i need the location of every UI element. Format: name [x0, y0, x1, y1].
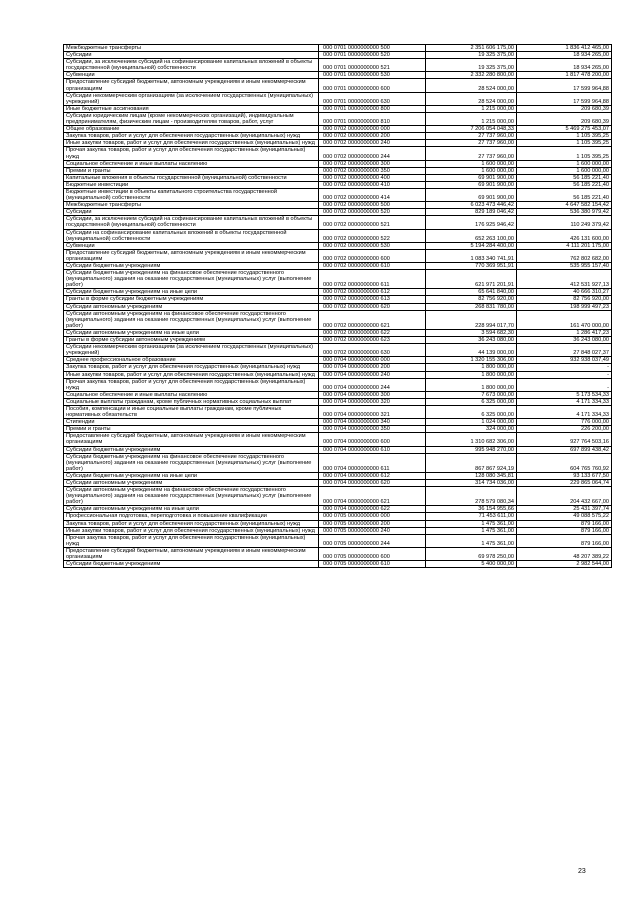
approved-amount-cell: 69 901 900,00	[426, 188, 517, 201]
budget-code-cell: 000 0704 0000000000 244	[319, 378, 426, 391]
expense-name-cell: Прочая закупка товаров, работ и услуг для обеспечения государственных (муниципальных) нужд	[64, 147, 319, 160]
executed-amount-cell: 17 599 964,88	[517, 79, 612, 92]
budget-code-cell: 000 0702 0000000000 630	[319, 344, 426, 357]
approved-amount-cell: 36 154 955,66	[426, 506, 517, 513]
budget-code-cell: 000 0704 0000000000 612	[319, 472, 426, 479]
budget-code-cell: 000 0701 0000000000 600	[319, 79, 426, 92]
approved-amount-cell: 829 189 046,42	[426, 209, 517, 216]
budget-code-cell: 000 0705 0000000000 000	[319, 513, 426, 520]
executed-amount-cell: 412 531 927,13	[517, 270, 612, 289]
expense-name-cell: Закупка товаров, работ и услуг для обеспечения государственных (муниципальных) нужд	[64, 364, 319, 371]
executed-amount-cell: 4 171 334,33	[517, 405, 612, 418]
expense-name-cell: Субсидии на софинансирование капитальных вложений в объекты государственной (муниципальной) собственности	[64, 229, 319, 242]
budget-execution-table	[63, 44, 612, 568]
table-row	[64, 547, 612, 560]
approved-amount-cell: 27 737 960,00	[426, 147, 517, 160]
expense-name-cell: Профессиональная подготовка, переподготовка и повышение квалификации	[64, 513, 319, 520]
executed-amount-cell: 226 200,00	[517, 426, 612, 433]
table-row	[64, 79, 612, 92]
approved-amount-cell: 28 524 000,00	[426, 79, 517, 92]
approved-amount-cell: 1 800 000,00	[426, 378, 517, 391]
table-row	[64, 133, 612, 140]
approved-amount-cell: 3 594 682,30	[426, 329, 517, 336]
budget-code-cell: 000 0704 0000000000 611	[319, 453, 426, 472]
table-row	[64, 209, 612, 216]
executed-amount-cell: 229 865 064,74	[517, 480, 612, 487]
expense-name-cell: Иные закупки товаров, работ и услуг для обеспечения государственных (муниципальных) нужд	[64, 371, 319, 378]
budget-code-cell: 000 0704 0000000000 240	[319, 371, 426, 378]
expense-name-cell: Субсидии, за исключением субсидий на софинансирование капитальных вложений в объекты государственной (муниципальной) собственности	[64, 216, 319, 229]
budget-code-cell: 000 0702 0000000000 350	[319, 167, 426, 174]
table-row	[64, 140, 612, 147]
budget-code-cell: 000 0702 0000000000 613	[319, 296, 426, 303]
approved-amount-cell: 995 948 270,00	[426, 446, 517, 453]
expense-name-cell: Предоставление субсидий бюджетным, автономным учреждениям и иным некоммерческим организациям	[64, 249, 319, 262]
table-row	[64, 344, 612, 357]
table-row	[64, 527, 612, 534]
executed-amount-cell: 56 185 221,40	[517, 181, 612, 188]
budget-code-cell: 000 0701 0000000000 810	[319, 112, 426, 125]
expense-name-cell: Социальное обеспечение и иные выплаты населению	[64, 391, 319, 398]
executed-amount-cell: 879 166,00	[517, 527, 612, 534]
table-row	[64, 188, 612, 201]
executed-amount-cell: 1 600 000,00	[517, 160, 612, 167]
executed-amount-cell: 49 088 575,22	[517, 513, 612, 520]
approved-amount-cell: 44 139 000,00	[426, 344, 517, 357]
table-row	[64, 229, 612, 242]
table-row	[64, 472, 612, 479]
approved-amount-cell: 1 475 361,00	[426, 527, 517, 534]
budget-code-cell: 000 0702 0000000000 000	[319, 126, 426, 133]
table-row	[64, 216, 612, 229]
budget-code-cell: 000 0704 0000000000 621	[319, 487, 426, 506]
budget-code-cell: 000 0705 0000000000 244	[319, 534, 426, 547]
expense-name-cell: Премии и гранты	[64, 167, 319, 174]
approved-amount-cell: 228 994 017,70	[426, 310, 517, 329]
table-row	[64, 263, 612, 270]
approved-amount-cell: 65 641 840,00	[426, 289, 517, 296]
executed-amount-cell: 426 131 600,00	[517, 229, 612, 242]
expense-name-cell: Субсидии автономным учреждениям	[64, 303, 319, 310]
expense-name-cell: Субсидии бюджетным учреждениям на финансовое обеспечение государственного (муниципального) задания на оказание государственных (муниципальных) услуг (выполнение работ)	[64, 453, 319, 472]
table-row	[64, 174, 612, 181]
executed-amount-cell: 1 105 395,25	[517, 140, 612, 147]
budget-code-cell: 000 0702 0000000000 611	[319, 270, 426, 289]
expense-name-cell: Иные бюджетные ассигнования	[64, 105, 319, 112]
expense-name-cell: Гранты в форме субсидии автономным учреждениям	[64, 337, 319, 344]
table-row	[64, 202, 612, 209]
budget-code-cell: 000 0702 0000000000 610	[319, 263, 426, 270]
expense-name-cell: Межбюджетные трансферты	[64, 45, 319, 52]
budget-code-cell: 000 0704 0000000000 610	[319, 446, 426, 453]
budget-code-cell: 000 0704 0000000000 320	[319, 398, 426, 405]
table-row	[64, 433, 612, 446]
expense-name-cell: Закупка товаров, работ и услуг для обеспечения государственных (муниципальных) нужд	[64, 520, 319, 527]
table-row	[64, 105, 612, 112]
budget-code-cell: 000 0702 0000000000 520	[319, 209, 426, 216]
expense-name-cell: Пособия, компенсации и иные социальные выплаты гражданам, кроме публичных нормативных обязательств	[64, 405, 319, 418]
budget-code-cell: 000 0704 0000000000 200	[319, 364, 426, 371]
budget-code-cell: 000 0702 0000000000 522	[319, 229, 426, 242]
expense-name-cell: Субсидии бюджетным учреждениям	[64, 561, 319, 568]
approved-amount-cell: 621 971 201,91	[426, 270, 517, 289]
approved-amount-cell: 268 831 780,00	[426, 303, 517, 310]
approved-amount-cell: 1 475 361,00	[426, 534, 517, 547]
expense-name-cell: Субсидии, за исключением субсидий на софинансирование капитальных вложений в объекты государственной (муниципальной) собственности	[64, 59, 319, 72]
budget-code-cell: 000 0701 0000000000 530	[319, 72, 426, 79]
executed-amount-cell: 1 105 395,25	[517, 147, 612, 160]
approved-amount-cell: 36 243 080,00	[426, 337, 517, 344]
approved-amount-cell: 69 901 900,00	[426, 174, 517, 181]
executed-amount-cell: 209 680,39	[517, 105, 612, 112]
executed-amount-cell: 536 380 979,42	[517, 209, 612, 216]
table-row	[64, 561, 612, 568]
executed-amount-cell: 4 111 201 175,00	[517, 242, 612, 249]
executed-amount-cell: 198 999 497,23	[517, 303, 612, 310]
expense-name-cell: Субсидии некоммерческим организациям (за исключением государственных (муниципальных) учреждений)	[64, 92, 319, 105]
table-row	[64, 112, 612, 125]
budget-code-cell: 000 0702 0000000000 620	[319, 303, 426, 310]
executed-amount-cell: 17 599 964,88	[517, 92, 612, 105]
approved-amount-cell: 1 800 000,00	[426, 371, 517, 378]
executed-amount-cell: 40 666 310,27	[517, 289, 612, 296]
approved-amount-cell: 71 453 611,00	[426, 513, 517, 520]
approved-amount-cell: 6 325 000,00	[426, 398, 517, 405]
expense-name-cell: Субсидии автономным учреждениям на иные цели	[64, 506, 319, 513]
expense-name-cell: Иные закупки товаров, работ и услуг для обеспечения государственных (муниципальных) нужд	[64, 140, 319, 147]
budget-code-cell: 000 0702 0000000000 530	[319, 242, 426, 249]
expense-name-cell: Социальное обеспечение и иные выплаты населению	[64, 160, 319, 167]
approved-amount-cell: 82 756 920,00	[426, 296, 517, 303]
expense-name-cell: Субсидии бюджетным учреждениям на финансовое обеспечение государственного (муниципального) задания на оказание государственных (муниципальных) услуг (выполнение работ)	[64, 270, 319, 289]
budget-code-cell: 000 0704 0000000000 350	[319, 426, 426, 433]
executed-amount-cell: 697 899 438,42	[517, 446, 612, 453]
executed-amount-cell: 5 173 534,33	[517, 391, 612, 398]
expense-name-cell: Премии и гранты	[64, 426, 319, 433]
table-row	[64, 534, 612, 547]
table-row	[64, 513, 612, 520]
table-row	[64, 270, 612, 289]
budget-code-cell: 000 0702 0000000000 200	[319, 133, 426, 140]
expense-name-cell: Субсидии бюджетным учреждениям	[64, 263, 319, 270]
expense-name-cell: Субсидии некоммерческим организациям (за исключением государственных (муниципальных) учреждений)	[64, 344, 319, 357]
budget-code-cell: 000 0702 0000000000 240	[319, 140, 426, 147]
approved-amount-cell: 1 800 000,00	[426, 364, 517, 371]
table-row	[64, 147, 612, 160]
approved-amount-cell: 1 024 000,00	[426, 419, 517, 426]
executed-amount-cell: -	[517, 371, 612, 378]
budget-code-cell: 000 0705 0000000000 600	[319, 547, 426, 560]
approved-amount-cell: 1 215 000,00	[426, 105, 517, 112]
executed-amount-cell: 48 207 389,22	[517, 547, 612, 560]
table-row	[64, 337, 612, 344]
budget-code-cell: 000 0702 0000000000 621	[319, 310, 426, 329]
expense-name-cell: Субсидии автономным учреждениям на финансовое обеспечение государственного (муниципального) задания на оказание государственных (муниципальных) услуг (выполнение работ)	[64, 487, 319, 506]
table-row	[64, 303, 612, 310]
expense-name-cell: Капитальные вложения в объекты государственной (муниципальной) собственности	[64, 174, 319, 181]
executed-amount-cell: 25 431 397,74	[517, 506, 612, 513]
expense-name-cell: Субвенции	[64, 242, 319, 249]
executed-amount-cell: 1 105 395,25	[517, 133, 612, 140]
approved-amount-cell: 128 080 345,81	[426, 472, 517, 479]
approved-amount-cell: 5 400 000,00	[426, 561, 517, 568]
table-row	[64, 242, 612, 249]
budget-code-cell: 000 0702 0000000000 244	[319, 147, 426, 160]
executed-amount-cell: 927 764 503,16	[517, 433, 612, 446]
table-row	[64, 59, 612, 72]
table-row	[64, 426, 612, 433]
expense-name-cell: Закупка товаров, работ и услуг для обеспечения государственных (муниципальных) нужд	[64, 133, 319, 140]
expense-name-cell: Стипендии	[64, 419, 319, 426]
approved-amount-cell: 2 332 280 800,00	[426, 72, 517, 79]
budget-code-cell: 000 0702 0000000000 622	[319, 329, 426, 336]
budget-code-cell: 000 0704 0000000000 600	[319, 433, 426, 446]
expense-name-cell: Субсидии автономным учреждениям	[64, 480, 319, 487]
table-row	[64, 419, 612, 426]
executed-amount-cell: 110 249 379,42	[517, 216, 612, 229]
budget-code-cell: 000 0701 0000000000 500	[319, 45, 426, 52]
executed-amount-cell: 1 600 000,00	[517, 167, 612, 174]
approved-amount-cell: 314 734 036,00	[426, 480, 517, 487]
expense-name-cell: Субвенции	[64, 72, 319, 79]
executed-amount-cell: 4 647 582 154,42	[517, 202, 612, 209]
executed-amount-cell: 18 934 265,00	[517, 59, 612, 72]
approved-amount-cell: 867 867 924,19	[426, 453, 517, 472]
expense-name-cell: Субсидии автономным учреждениям на иные цели	[64, 329, 319, 336]
table-row	[64, 487, 612, 506]
executed-amount-cell: 18 934 265,00	[517, 52, 612, 59]
executed-amount-cell: 1 286 417,23	[517, 329, 612, 336]
table-row	[64, 249, 612, 262]
table-row	[64, 480, 612, 487]
executed-amount-cell: 4 171 334,33	[517, 398, 612, 405]
expense-name-cell: Предоставление субсидий бюджетным, автономным учреждениям и иным некоммерческим организациям	[64, 547, 319, 560]
expense-name-cell: Прочая закупка товаров, работ и услуг для обеспечения государственных (муниципальных) нужд	[64, 378, 319, 391]
approved-amount-cell: 1 215 000,00	[426, 112, 517, 125]
expense-name-cell: Предоставление субсидий бюджетным, автономным учреждениям и иным некоммерческим организациям	[64, 79, 319, 92]
budget-code-cell: 000 0701 0000000000 520	[319, 52, 426, 59]
executed-amount-cell: 93 133 677,50	[517, 472, 612, 479]
budget-code-cell: 000 0702 0000000000 600	[319, 249, 426, 262]
executed-amount-cell: 36 243 080,00	[517, 337, 612, 344]
executed-amount-cell: 56 185 221,40	[517, 174, 612, 181]
table-row	[64, 357, 612, 364]
executed-amount-cell: 209 680,39	[517, 112, 612, 125]
executed-amount-cell: 161 470 000,00	[517, 310, 612, 329]
budget-code-cell: 000 0704 0000000000 321	[319, 405, 426, 418]
budget-code-cell: 000 0705 0000000000 610	[319, 561, 426, 568]
budget-code-cell: 000 0702 0000000000 623	[319, 337, 426, 344]
approved-amount-cell: 1 310 682 306,00	[426, 433, 517, 446]
table-row	[64, 310, 612, 329]
approved-amount-cell: 176 925 946,42	[426, 216, 517, 229]
approved-amount-cell: 28 524 000,00	[426, 92, 517, 105]
budget-code-cell: 000 0702 0000000000 410	[319, 181, 426, 188]
budget-code-cell: 000 0704 0000000000 300	[319, 391, 426, 398]
expense-name-cell: Субсидии	[64, 209, 319, 216]
approved-amount-cell: 1 083 340 741,91	[426, 249, 517, 262]
expense-name-cell: Межбюджетные трансферты	[64, 202, 319, 209]
table-row	[64, 378, 612, 391]
expense-name-cell: Субсидии юридическим лицам (кроме некоммерческих организаций), индивидуальным предпринимателям, физическим лицам - производителям товаров, работ, услуг	[64, 112, 319, 125]
executed-amount-cell: 27 848 027,37	[517, 344, 612, 357]
executed-amount-cell: 82 756 920,00	[517, 296, 612, 303]
expense-name-cell: Субсидии бюджетным учреждениям на иные цели	[64, 472, 319, 479]
table-row	[64, 371, 612, 378]
table-row	[64, 405, 612, 418]
budget-code-cell: 000 0704 0000000000 000	[319, 357, 426, 364]
budget-code-cell: 000 0704 0000000000 620	[319, 480, 426, 487]
executed-amount-cell: 879 166,00	[517, 520, 612, 527]
approved-amount-cell: 19 325 375,00	[426, 52, 517, 59]
approved-amount-cell: 69 978 250,00	[426, 547, 517, 560]
approved-amount-cell: 2 351 606 175,00	[426, 45, 517, 52]
executed-amount-cell: 932 938 037,49	[517, 357, 612, 364]
table-row	[64, 126, 612, 133]
table-body	[64, 45, 612, 568]
executed-amount-cell: 5 469 275 453,07	[517, 126, 612, 133]
expense-name-cell: Иные закупки товаров, работ и услуг для обеспечения государственных (муниципальных) нужд	[64, 527, 319, 534]
table-row	[64, 520, 612, 527]
table-row	[64, 446, 612, 453]
expense-name-cell: Субсидии бюджетным учреждениям на иные цели	[64, 289, 319, 296]
approved-amount-cell: 27 737 960,00	[426, 133, 517, 140]
expense-name-cell: Прочая закупка товаров, работ и услуг для обеспечения государственных (муниципальных) нужд	[64, 534, 319, 547]
table-row	[64, 181, 612, 188]
approved-amount-cell: 1 600 000,00	[426, 160, 517, 167]
table-row	[64, 289, 612, 296]
executed-amount-cell: 879 166,00	[517, 534, 612, 547]
table-row	[64, 52, 612, 59]
table-row	[64, 506, 612, 513]
budget-code-cell: 000 0704 0000000000 622	[319, 506, 426, 513]
table-row	[64, 329, 612, 336]
expense-name-cell: Гранты в форме субсидии бюджетным учреждениям	[64, 296, 319, 303]
expense-name-cell: Предоставление субсидий бюджетным, автономным учреждениям и иным некоммерческим организациям	[64, 433, 319, 446]
expense-name-cell: Общее образование	[64, 126, 319, 133]
executed-amount-cell: -	[517, 378, 612, 391]
approved-amount-cell: 7 206 054 048,33	[426, 126, 517, 133]
executed-amount-cell: 762 802 682,00	[517, 249, 612, 262]
expense-name-cell: Социальные выплаты гражданам, кроме публичных нормативных социальных выплат	[64, 398, 319, 405]
approved-amount-cell: 1 600 000,00	[426, 167, 517, 174]
approved-amount-cell: 278 579 080,34	[426, 487, 517, 506]
budget-code-cell: 000 0705 0000000000 200	[319, 520, 426, 527]
budget-code-cell: 000 0701 0000000000 630	[319, 92, 426, 105]
budget-code-cell: 000 0702 0000000000 500	[319, 202, 426, 209]
table-row	[64, 398, 612, 405]
table-row	[64, 296, 612, 303]
approved-amount-cell: 5 194 284 400,00	[426, 242, 517, 249]
table-row	[64, 160, 612, 167]
budget-code-cell: 000 0705 0000000000 240	[319, 527, 426, 534]
budget-code-cell: 000 0702 0000000000 300	[319, 160, 426, 167]
expense-name-cell: Бюджетные инвестиции в объекты капитального строительства государственной (муниципальной) собственности	[64, 188, 319, 201]
expense-name-cell: Субсидии бюджетным учреждениям	[64, 446, 319, 453]
table-row	[64, 45, 612, 52]
executed-amount-cell: 204 432 667,00	[517, 487, 612, 506]
approved-amount-cell: 770 369 951,91	[426, 263, 517, 270]
table-row	[64, 167, 612, 174]
budget-code-cell: 000 0702 0000000000 612	[319, 289, 426, 296]
executed-amount-cell: 56 185 221,40	[517, 188, 612, 201]
table-row	[64, 72, 612, 79]
budget-table-container	[63, 44, 609, 568]
approved-amount-cell: 6 023 473 446,42	[426, 202, 517, 209]
approved-amount-cell: 7 673 000,00	[426, 391, 517, 398]
approved-amount-cell: 1 320 155 306,00	[426, 357, 517, 364]
executed-amount-cell: 1 817 478 200,00	[517, 72, 612, 79]
expense-name-cell: Бюджетные инвестиции	[64, 181, 319, 188]
budget-code-cell: 000 0702 0000000000 521	[319, 216, 426, 229]
executed-amount-cell: 535 955 157,40	[517, 263, 612, 270]
table-row	[64, 391, 612, 398]
approved-amount-cell: 324 000,00	[426, 426, 517, 433]
table-row	[64, 453, 612, 472]
approved-amount-cell: 1 475 361,00	[426, 520, 517, 527]
approved-amount-cell: 69 901 900,00	[426, 181, 517, 188]
executed-amount-cell: 604 765 760,92	[517, 453, 612, 472]
approved-amount-cell: 652 263 100,00	[426, 229, 517, 242]
budget-code-cell: 000 0702 0000000000 400	[319, 174, 426, 181]
expense-name-cell: Субсидии	[64, 52, 319, 59]
table-row	[64, 92, 612, 105]
budget-code-cell: 000 0701 0000000000 521	[319, 59, 426, 72]
executed-amount-cell: 2 982 544,00	[517, 561, 612, 568]
budget-code-cell: 000 0702 0000000000 414	[319, 188, 426, 201]
expense-name-cell: Субсидии автономным учреждениям на финансовое обеспечение государственного (муниципального) задания на оказание государственных (муниципальных) услуг (выполнение работ)	[64, 310, 319, 329]
expense-name-cell: Среднее профессиональное образование	[64, 357, 319, 364]
executed-amount-cell: 1 836 412 465,00	[517, 45, 612, 52]
page-number: 23	[578, 868, 586, 875]
approved-amount-cell: 6 325 000,00	[426, 405, 517, 418]
executed-amount-cell: -	[517, 364, 612, 371]
approved-amount-cell: 27 737 960,00	[426, 140, 517, 147]
budget-code-cell: 000 0701 0000000000 800	[319, 105, 426, 112]
table-row	[64, 364, 612, 371]
budget-code-cell: 000 0704 0000000000 340	[319, 419, 426, 426]
executed-amount-cell: 776 000,00	[517, 419, 612, 426]
approved-amount-cell: 19 325 375,00	[426, 59, 517, 72]
